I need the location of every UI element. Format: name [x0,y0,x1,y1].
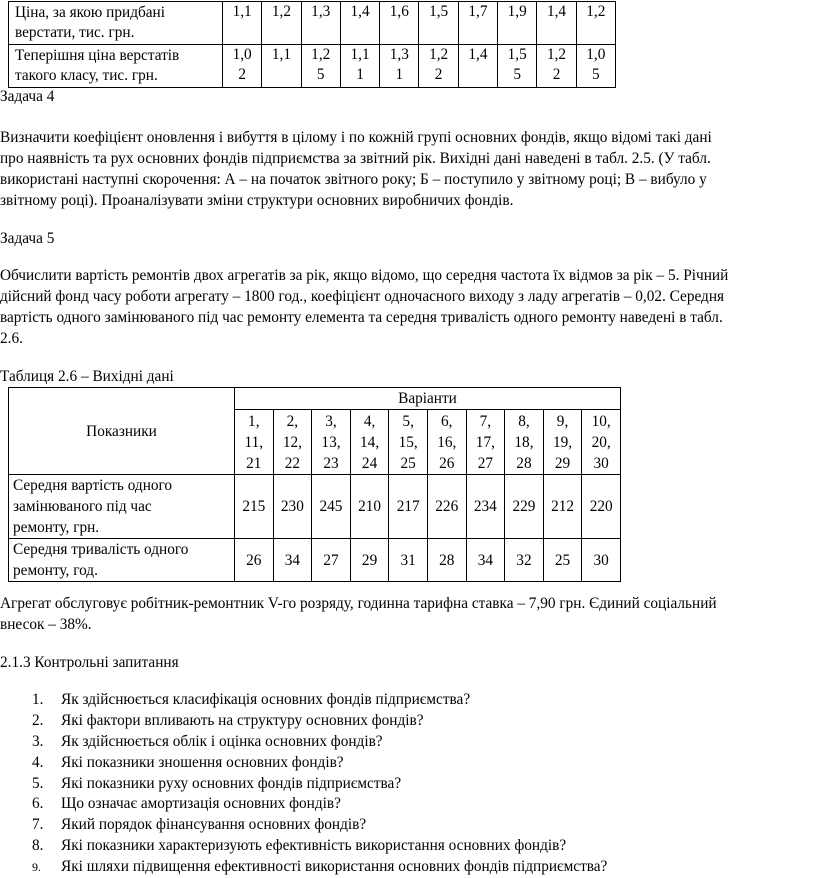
table-cell: 26 [235,539,274,582]
row-label-line: верстати, тис. грн. [15,24,135,41]
table-cell: 1,7 [458,2,497,45]
table-cell: 1,1 [223,2,262,45]
table-cell: 1,2 [262,2,301,45]
table-cell: 245 [312,475,351,539]
list-item: 4. Які показники зношення основних фондів? [32,753,344,771]
table-cell: 1,0 5 [576,45,615,88]
list-item: 8. Які показники характеризують ефективність використання основних фондів? [32,837,567,855]
table-cell: 1,9 [498,2,537,45]
row-label-line: Теперішня ціна верстатів [15,47,180,64]
table-cell: 1,0 2 [223,45,262,88]
table-cell: 1,2 2 [419,45,458,88]
table-cell: 215 [235,475,274,539]
table-cell: 28 [427,539,466,582]
table-cell: 34 [273,539,312,582]
table-cell: 212 [543,475,582,539]
table-header-row [9,388,621,410]
task4-heading: Задача 4 [0,88,55,105]
table-cell: 1,3 1 [380,45,419,88]
indicator-header: Показники [9,388,235,475]
table-cell: 27 [312,539,351,582]
task4-line: про наявність та рух основних фондів підприємства за звітний рік. Вихідні дані наведені в табл. 2.5. (У табл. [0,150,711,167]
after-table-line: Агрегат обслуговує робітник-ремонтник V-го розряду, годинна тарифна ставка – 7,90 грн. Єдиний соціальний [0,595,717,612]
list-item: 6. Що означає амортизація основних фондів? [32,795,341,813]
table-cell: 31 [389,539,428,582]
list-item: 2. Які фактори впливають на структуру основних фондів? [32,711,424,729]
task4-line: Визначити коефіцієнт оновлення і вибуття в цілому і по кожній групі основних фондів, якщо відомі такі дані [0,129,712,146]
row-label [9,45,223,88]
table-cell: 1,1 [262,45,301,88]
table-row [9,539,621,582]
machine-price-table [8,1,616,88]
table-row [9,2,616,45]
list-item: 3. Як здійснюється облік і оцінка основних фондів? [32,732,383,750]
list-item: 7. Який порядок фінансування основних фондів? [32,816,367,834]
table-cell: 210 [350,475,389,539]
table-row [9,475,621,539]
table-cell: 1,2 [576,2,615,45]
table-cell: 220 [582,475,621,539]
row-label: Середня тривалість одного ремонту, год. [9,539,235,582]
task5-line: 2.6. [0,330,23,347]
table-cell: 30 [582,539,621,582]
list-item: 9. Які шляхи підвищення ефективності використання основних фондів підприємства? [32,858,608,876]
table-cell: 1,2 5 [301,45,340,88]
list-item: 1. Як здійснюється класифікація основних фондів підприємства? [32,691,471,708]
variant-header-cell: 2, 12, 22 [273,410,312,475]
task5-heading: Задача 5 [0,230,55,247]
variant-header-cell: 3, 13, 23 [312,410,351,475]
task5-line: вартість одного замінюваного під час ремонту елемента та середня тривалість одного ремонту наведені в табл. [0,309,723,326]
task4-line: використані наступні скорочення: А – на початок звітного року; Б – поступило у звітному році; В – вибуло у [0,171,707,188]
variant-header-cell: 4, 14, 24 [350,410,389,475]
list-item: 5. Які показники руху основних фондів підприємства? [32,774,402,792]
task5-line: Обчислити вартість ремонтів двох агрегатів за рік, якщо відомо, що середня частота їх відмов за рік – 5. Річний [0,267,729,284]
variant-header-cell: 6, 16, 26 [427,410,466,475]
table-cell: 1,6 [380,2,419,45]
variant-header-cell: 8, 18, 28 [505,410,544,475]
table-cell: 226 [427,475,466,539]
variant-header-cell: 5, 15, 25 [389,410,428,475]
variant-header-cell: 10, 20, 30 [582,410,621,475]
variant-header-cell: 1, 11, 21 [235,410,274,475]
row-label-line: такого класу, тис. грн. [15,67,158,84]
row-label [9,2,223,45]
table-cell: 34 [466,539,505,582]
questions-heading: 2.1.3 Контрольні запитання [0,654,179,671]
table-caption: Таблиця 2.6 – Вихідні дані [0,368,174,385]
table-cell: 1,1 1 [340,45,379,88]
table-cell: 1,4 [537,2,576,45]
table-cell: 234 [466,475,505,539]
row-label: Середня вартість одного замінюваного під час ремонту, грн. [9,475,235,539]
variant-header-cell: 9, 19, 29 [543,410,582,475]
table-cell: 1,4 [458,45,497,88]
table-row [9,45,616,88]
table-cell: 1,2 2 [537,45,576,88]
variant-header-cell: 7, 17, 27 [466,410,505,475]
table-cell: 1,5 5 [498,45,537,88]
task5-line: дійсний фонд часу роботи агрегату – 1800 год., коефіцієнт одночасного виходу з ладу агрегатів – 0,02. Середня [0,288,725,305]
table-cell: 1,4 [340,2,379,45]
questions-list [0,690,607,878]
row-label-line: Ціна, за якою придбані [15,4,165,21]
variants-header: Варіанти [235,388,621,410]
table-cell: 217 [389,475,428,539]
source-data-table [8,387,621,582]
table-cell: 1,3 [301,2,340,45]
task4-line: звітному році). Проаналізувати зміни структури основних виробничих фондів. [0,192,514,209]
table-cell: 29 [350,539,389,582]
table-cell: 230 [273,475,312,539]
table-cell: 25 [543,539,582,582]
table-cell: 229 [505,475,544,539]
table-cell: 32 [505,539,544,582]
table-cell: 1,5 [419,2,458,45]
after-table-line: внесок – 38%. [0,616,92,633]
